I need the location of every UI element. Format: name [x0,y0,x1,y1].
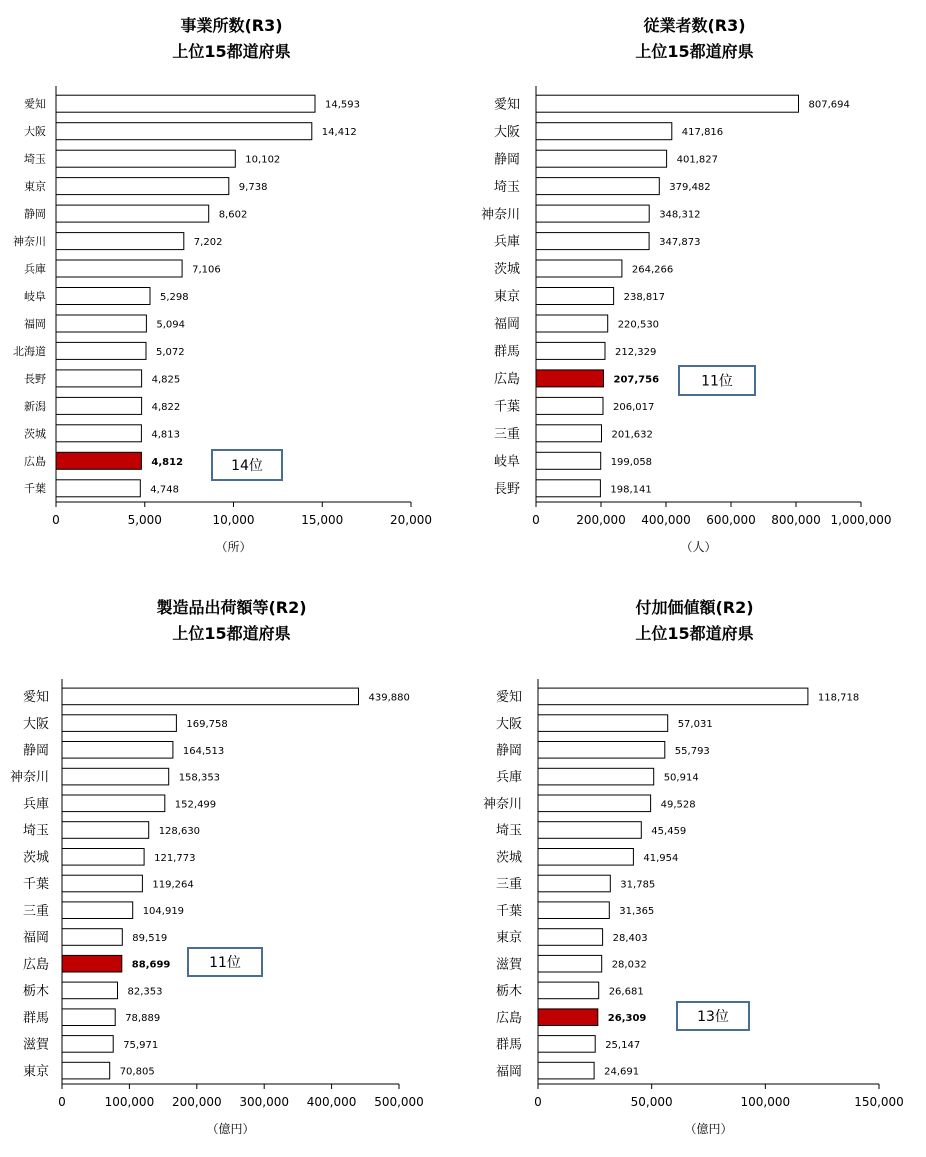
data-label: 119,264 [152,879,194,891]
bar [62,929,122,946]
data-label: 89,519 [132,933,168,944]
x-axis-label: （所） [215,540,252,554]
bar [538,849,633,866]
x-tick-label: 15,000 [301,513,344,527]
bar [538,768,654,785]
bar [536,233,649,250]
bar [536,205,649,222]
bar [62,902,133,919]
bar [56,123,312,140]
category-label: 千葉 [24,482,46,496]
category-label: 三重 [495,877,522,893]
data-label: 199,058 [610,456,653,468]
x-tick-label: 0 [58,1095,66,1109]
x-tick-label: 10,000 [212,513,255,527]
data-label: 82,353 [127,986,163,998]
data-label: 4,748 [150,484,179,496]
x-tick-label: 800,000 [771,513,821,527]
data-label: 164,513 [182,745,225,757]
bar [536,397,603,414]
data-label: 14,412 [321,127,357,139]
x-tick-label: 0 [532,513,540,527]
x-tick-label: 400,000 [641,513,691,527]
data-label: 14,593 [325,99,360,111]
category-label: 東京 [22,1064,49,1080]
bar [62,1062,110,1079]
data-label: 88,699 [131,959,171,971]
data-label: 348,312 [659,209,701,221]
bar [56,397,142,414]
category-label: 広島 [495,1010,522,1026]
bar [536,425,602,442]
category-label: 茨城 [22,850,49,866]
data-label: 104,919 [142,906,185,918]
bar [538,902,609,919]
data-label: 26,309 [607,1013,647,1025]
bar [56,178,229,195]
bar [56,288,150,305]
x-tick-label: 300,000 [239,1095,290,1109]
x-tick-label: 5,000 [127,513,162,527]
bar-highlighted [536,370,604,387]
category-label: 神奈川 [13,235,46,248]
x-tick-label: 100,000 [740,1095,791,1109]
data-label: 212,329 [615,346,657,358]
x-tick-label: 200,000 [576,513,626,527]
data-label: 49,528 [660,799,696,811]
chart-subtitle: 上位15都道府県 [172,42,291,61]
data-label: 5,094 [156,319,186,331]
bar [56,480,140,497]
data-label: 25,147 [605,1039,641,1051]
data-label: 57,031 [677,719,713,731]
category-label: 北海道 [13,344,46,358]
x-tick-label: 20,000 [390,513,432,527]
category-label: 滋賀 [495,957,522,973]
data-label: 7,106 [192,264,221,276]
x-axis-label: （人） [680,540,717,554]
rank-callout-text: 14位 [231,458,263,474]
bar-highlighted [56,452,141,469]
category-label: 兵庫 [22,797,49,812]
category-label: 東京 [495,930,522,946]
chart-panel-value-added [463,578,926,1157]
data-label: 347,873 [659,237,701,249]
data-label: 5,072 [156,346,185,358]
x-tick-label: 50,000 [630,1095,673,1109]
data-label: 10,102 [245,154,281,166]
data-label: 379,482 [669,182,711,194]
chart-title: 事業所数(R3) [180,16,283,35]
data-label: 206,017 [613,401,655,413]
data-label: 55,793 [674,745,710,757]
chart-title: 付加価値額(R2) [635,598,754,617]
bar [538,1062,594,1079]
data-label: 238,817 [623,292,665,303]
category-label: 栃木 [22,984,49,1000]
category-label: 福岡 [24,317,46,331]
rank-callout-text: 11位 [209,955,241,971]
category-label: 群馬 [495,1037,522,1053]
bar [62,768,169,785]
category-label: 福岡 [495,1064,522,1080]
category-label: 群馬 [493,344,520,360]
data-label: 807,694 [808,99,850,111]
bar [56,370,142,387]
bar [56,315,146,332]
bar [62,1009,115,1026]
bar [538,875,610,892]
category-label: 福岡 [22,930,49,946]
data-label: 4,812 [151,456,184,468]
bar [62,982,118,999]
data-label: 264,266 [631,264,674,276]
bar-highlighted [62,955,122,972]
x-axis-label: （億円） [206,1122,255,1136]
category-label: 千葉 [493,399,520,415]
data-label: 118,718 [817,692,860,704]
bar [536,288,614,305]
bar [62,1036,113,1053]
bar-highlighted [538,1009,598,1026]
chart-subtitle: 上位15都道府県 [635,624,754,643]
data-label: 158,353 [178,772,221,784]
chart-establishments [0,0,463,578]
bar [62,742,173,759]
category-label: 長野 [493,481,520,497]
category-label: 兵庫 [495,770,522,786]
bar [538,1036,595,1053]
category-label: 広島 [24,454,46,468]
category-label: 埼玉 [24,152,46,166]
bar [536,480,600,497]
bar [536,178,659,195]
category-label: 埼玉 [495,823,522,839]
category-label: 群馬 [22,1010,49,1026]
bar [538,955,602,972]
category-label: 愛知 [24,97,46,111]
bar [536,315,608,332]
category-label: 千葉 [22,877,49,893]
category-label: 愛知 [495,690,522,705]
data-label: 45,459 [651,826,687,837]
category-label: 兵庫 [493,234,520,250]
bar [538,742,665,759]
chart-title: 従業者数(R3) [643,16,746,35]
bar [536,452,601,469]
x-tick-label: 100,000 [104,1095,155,1109]
bar [62,715,176,732]
chart-panel-shipments [0,578,463,1157]
chart-panel-employees [463,0,926,578]
bar [62,688,359,705]
data-label: 152,499 [174,799,217,811]
category-label: 長野 [24,372,46,386]
bar [56,150,235,167]
data-label: 207,756 [613,374,660,386]
data-label: 26,681 [608,986,644,998]
bar [538,929,603,946]
x-tick-label: 0 [52,513,60,527]
bar [62,822,149,839]
data-label: 7,202 [193,237,223,249]
chart-panel-establishments [0,0,463,578]
bar [538,822,641,839]
data-label: 220,530 [617,319,660,331]
data-label: 4,813 [151,429,181,441]
bar [56,95,315,112]
rank-callout-text: 11位 [701,373,733,390]
data-label: 198,141 [610,484,652,496]
category-label: 千葉 [495,903,522,919]
category-label: 大阪 [22,716,49,732]
chart-subtitle: 上位15都道府県 [635,42,754,61]
category-label: 静岡 [495,743,522,759]
data-label: 4,822 [151,401,181,413]
data-label: 78,889 [125,1013,161,1025]
data-label: 9,738 [238,182,268,194]
chart-shipments [0,578,463,1157]
bar [56,233,184,250]
bar [62,795,165,812]
bar [536,123,672,140]
data-label: 75,971 [123,1039,159,1051]
category-label: 東京 [24,180,46,194]
data-label: 169,758 [186,719,228,731]
x-tick-label: 500,000 [374,1095,424,1109]
chart-title: 製造品出荷額等(R2) [156,598,307,617]
chart-value-added [463,578,926,1157]
category-label: 三重 [493,427,520,442]
bar [62,849,144,866]
data-label: 50,914 [663,772,699,784]
data-label: 24,691 [604,1066,640,1078]
x-tick-label: 1,000,000 [830,513,892,527]
category-label: 兵庫 [24,262,46,276]
category-label: 大阪 [495,716,522,732]
category-label: 滋賀 [22,1037,49,1053]
data-label: 31,365 [619,906,655,918]
bar [536,95,799,112]
data-label: 28,032 [611,959,647,971]
category-label: 新潟 [24,399,46,413]
category-label: 大阪 [493,124,520,140]
category-label: 埼玉 [22,823,49,839]
bar [62,875,142,892]
bar [538,795,651,812]
bar [56,260,182,277]
data-label: 28,403 [612,933,648,944]
data-label: 31,785 [620,879,656,891]
rank-callout-text: 13位 [697,1009,729,1025]
category-label: 茨城 [24,427,46,441]
category-label: 栃木 [495,984,522,1000]
category-label: 静岡 [493,152,520,168]
data-label: 201,632 [611,429,653,441]
data-label: 128,630 [158,826,201,837]
data-label: 8,602 [218,209,248,221]
bar [56,342,146,359]
bar [536,150,667,167]
category-label: 愛知 [493,97,520,113]
bar [538,715,668,732]
x-tick-label: 200,000 [171,1095,222,1109]
category-label: 広島 [493,372,520,388]
category-label: 神奈川 [9,770,49,786]
category-label: 静岡 [22,743,49,759]
data-label: 5,298 [160,292,189,303]
category-label: 岐阜 [24,290,46,303]
category-label: 東京 [493,289,520,305]
bar [538,688,808,705]
data-label: 41,954 [643,852,679,864]
category-label: 茨城 [493,262,520,278]
bar [56,205,209,222]
category-label: 茨城 [495,850,522,866]
x-tick-label: 600,000 [706,513,756,527]
category-label: 静岡 [24,207,46,221]
data-label: 70,805 [119,1066,155,1078]
bar [538,982,599,999]
category-label: 福岡 [493,317,520,333]
data-label: 439,880 [368,692,410,704]
x-tick-label: 400,000 [306,1095,357,1109]
category-label: 三重 [22,903,49,919]
bar [536,342,605,359]
data-label: 4,825 [151,374,181,386]
data-label: 121,773 [154,852,196,864]
x-tick-label: 150,000 [854,1095,904,1109]
category-label: 神奈川 [480,207,520,223]
category-label: 愛知 [22,690,49,705]
data-label: 417,816 [681,127,724,139]
bar [56,425,141,442]
category-label: 岐阜 [493,454,520,470]
bar [536,260,622,277]
category-label: 大阪 [24,125,46,139]
category-label: 神奈川 [482,797,522,812]
data-label: 401,827 [676,154,718,166]
chart-subtitle: 上位15都道府県 [172,624,291,643]
category-label: 広島 [22,957,49,973]
category-label: 埼玉 [493,179,520,195]
chart-employees [463,0,926,578]
x-tick-label: 0 [534,1095,542,1109]
x-axis-label: （億円） [684,1122,733,1136]
